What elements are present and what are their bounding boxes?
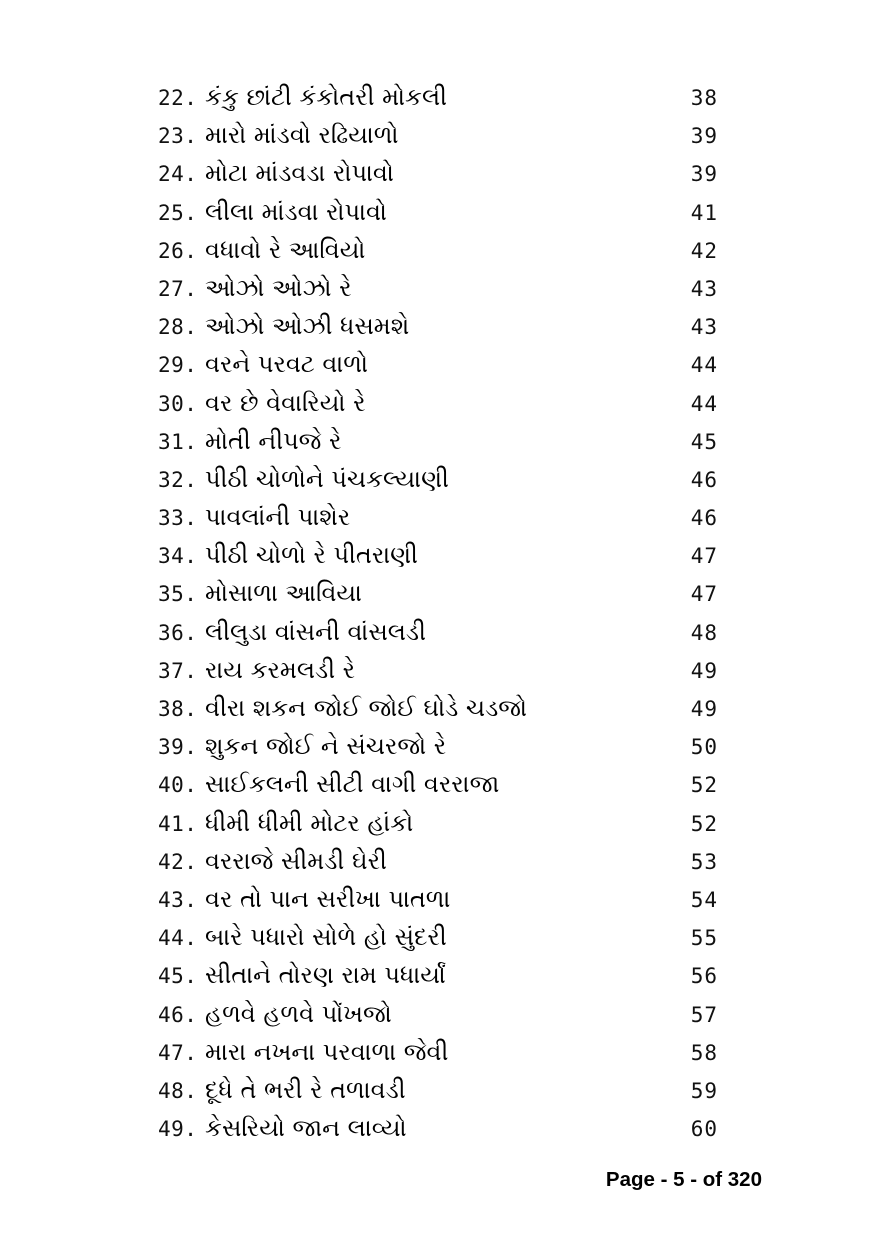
toc-entry-title: દૂધે તે ભરી રે તળાવડી: [205, 1075, 406, 1104]
toc-entry-number: 35.: [158, 582, 198, 607]
toc-entry: [158, 1071, 718, 1109]
toc-entry-title: લીલા માંડવા રોપાવો: [205, 197, 387, 226]
toc-entry-title: શુકન જોઈ ને સંચરજો રે: [205, 732, 447, 761]
toc-entry-number: 32.: [158, 467, 198, 492]
toc-entry: [158, 422, 718, 460]
toc-entry-title: વરરાજે સીમડી ઘેરી: [205, 846, 387, 875]
toc-entry-title: સીતાને તોરણ રામ પધાર્યાં: [205, 961, 446, 990]
toc-entry: [158, 613, 718, 651]
toc-entry-number: 37.: [158, 658, 198, 683]
toc-entry-page: 55: [690, 926, 718, 951]
toc-entry-number: 22.: [158, 86, 198, 110]
toc-entry-page: 43: [690, 276, 718, 301]
toc-entry-title: વરને પરવટ વાળો: [205, 350, 368, 379]
toc-entry: [158, 804, 718, 842]
toc-entry-page: 57: [690, 1002, 718, 1027]
toc-entry: [158, 689, 718, 727]
toc-entry: [158, 727, 718, 765]
toc-entry-number: 47.: [158, 1040, 198, 1065]
toc-entry-page: 41: [690, 200, 718, 225]
toc-entry-page: 52: [690, 811, 718, 836]
toc-entry-page: 49: [690, 658, 718, 683]
toc-entry-number: 43.: [158, 887, 198, 912]
toc-entry-title: મારો માંડવો રઢિયાળો: [205, 121, 399, 150]
toc-entry-title: કંકુ છાંટી કંકોતરી મોકલી: [205, 83, 448, 111]
toc-entry: [158, 651, 718, 689]
toc-entry-title: વર છે વેવારિયો રે: [205, 388, 366, 417]
toc-entry-page: 39: [690, 162, 718, 187]
toc-entry-page: 58: [690, 1040, 718, 1065]
toc-entry-page: 49: [690, 697, 718, 721]
toc-entry: [158, 1109, 718, 1147]
toc-entry-title: કેસરિયો જાન લાવ્યો: [205, 1114, 407, 1143]
toc-entry: [158, 269, 718, 307]
toc-entry-page: 59: [690, 1078, 718, 1103]
toc-entry-number: 36.: [158, 620, 198, 645]
toc-entry-number: 26.: [158, 238, 198, 263]
toc-entry-title: પીઠી ચોળો રે પીતરાણી: [205, 541, 418, 570]
toc-entry-page: 43: [690, 315, 718, 340]
toc-entry-number: 48.: [158, 1078, 198, 1103]
toc-entry: [158, 345, 718, 383]
toc-entry-title: મોસાળા આવિયા: [205, 579, 362, 608]
toc-entry: [158, 116, 718, 154]
toc-entry-page: 42: [690, 238, 718, 263]
toc-entry-page: 46: [690, 467, 718, 492]
toc-entry-title: વધાવો રે આવિયો: [205, 235, 366, 264]
toc-entry-page: 48: [690, 620, 718, 645]
toc-entry-number: 42.: [158, 849, 198, 874]
toc-entry-number: 45.: [158, 964, 198, 989]
toc-list: [158, 78, 718, 1147]
toc-entry-number: 30.: [158, 391, 198, 416]
toc-entry-number: 44.: [158, 926, 198, 951]
toc-entry: [158, 918, 718, 956]
toc-entry: [158, 995, 718, 1033]
toc-entry-page: 44: [690, 391, 718, 416]
toc-entry: [158, 78, 718, 116]
page-footer: Page - 5 - of 320: [605, 1168, 762, 1191]
toc-entry: [158, 307, 718, 345]
toc-entry: [158, 880, 718, 918]
toc-entry: [158, 193, 718, 231]
toc-entry: [158, 460, 718, 498]
toc-entry: [158, 384, 718, 422]
toc-entry: [158, 498, 718, 536]
toc-entry-title: ધીમી ધીમી મોટર હાંકો: [205, 808, 414, 837]
toc-entry-number: 29.: [158, 353, 198, 378]
toc-entry-title: બારે પધારો સોળે હો સુંદરી: [205, 923, 447, 952]
toc-entry-page: 47: [690, 582, 718, 607]
toc-entry-number: 40.: [158, 773, 198, 798]
toc-entry: [158, 765, 718, 803]
toc-entry: [158, 574, 718, 612]
toc-entry-page: 39: [690, 124, 718, 149]
toc-entry: [158, 1033, 718, 1071]
toc-entry-page: 53: [690, 849, 718, 874]
toc-entry-page: 46: [690, 506, 718, 531]
toc-entry-number: 25.: [158, 200, 198, 225]
toc-entry-number: 27.: [158, 276, 198, 301]
toc-entry: [158, 842, 718, 880]
toc-entry-number: 33.: [158, 506, 198, 531]
toc-entry-page: 56: [690, 964, 718, 989]
toc-entry-title: વર તો પાન સરીખા પાતળા: [205, 884, 451, 913]
toc-entry-title: સાઈકલની સીટી વાગી વરરાજા: [205, 770, 500, 799]
toc-entry-title: વીરા શકન જોઈ જોઈ ઘોડે ચડજો: [205, 694, 527, 722]
toc-entry-number: 34.: [158, 544, 198, 569]
toc-entry-title: પીઠી ચોળોને પંચકલ્યાણી: [205, 464, 449, 493]
toc-entry-title: હળવે હળવે પોંખજો: [205, 999, 392, 1028]
toc-entry-title: પાવલાંની પાશેર: [205, 503, 351, 532]
toc-entry-number: 41.: [158, 811, 198, 836]
toc-entry-number: 49.: [158, 1117, 198, 1142]
toc-entry: [158, 154, 718, 192]
toc-entry-title: રાય કરમલડી રે: [205, 655, 356, 684]
toc-entry-title: ઓઝો ઓઝો રે: [205, 273, 352, 302]
toc-entry-number: 39.: [158, 735, 198, 760]
toc-entry-page: 50: [690, 735, 718, 760]
toc-entry-number: 31.: [158, 429, 198, 454]
toc-entry-number: 24.: [158, 162, 198, 187]
toc-entry: [158, 956, 718, 994]
toc-entry-number: 46.: [158, 1002, 198, 1027]
toc-entry-page: 38: [690, 86, 718, 110]
toc-entry-page: 47: [690, 544, 718, 569]
toc-entry-title: લીલુડા વાંસની વાંસલડી: [205, 617, 426, 646]
toc-entry-title: મોતી નીપજે રે: [205, 426, 342, 455]
toc-entry: [158, 231, 718, 269]
toc-entry-page: 44: [690, 353, 718, 378]
toc-entry-title: મારા નખના પરવાળા જેવી: [205, 1037, 449, 1066]
toc-entry-title: મોટા માંડવડા રોપાવો: [205, 159, 394, 188]
toc-entry-page: 52: [690, 773, 718, 798]
toc-entry-number: 28.: [158, 315, 198, 340]
toc-entry-page: 54: [690, 887, 718, 912]
toc-entry-page: 60: [690, 1117, 718, 1142]
toc-entry-title: ઓઝો ઓઝી ધસમશે: [205, 312, 410, 341]
toc-entry-number: 38.: [158, 697, 198, 721]
toc-entry-page: 45: [690, 429, 718, 454]
toc-entry: [158, 536, 718, 574]
toc-entry-number: 23.: [158, 124, 198, 149]
